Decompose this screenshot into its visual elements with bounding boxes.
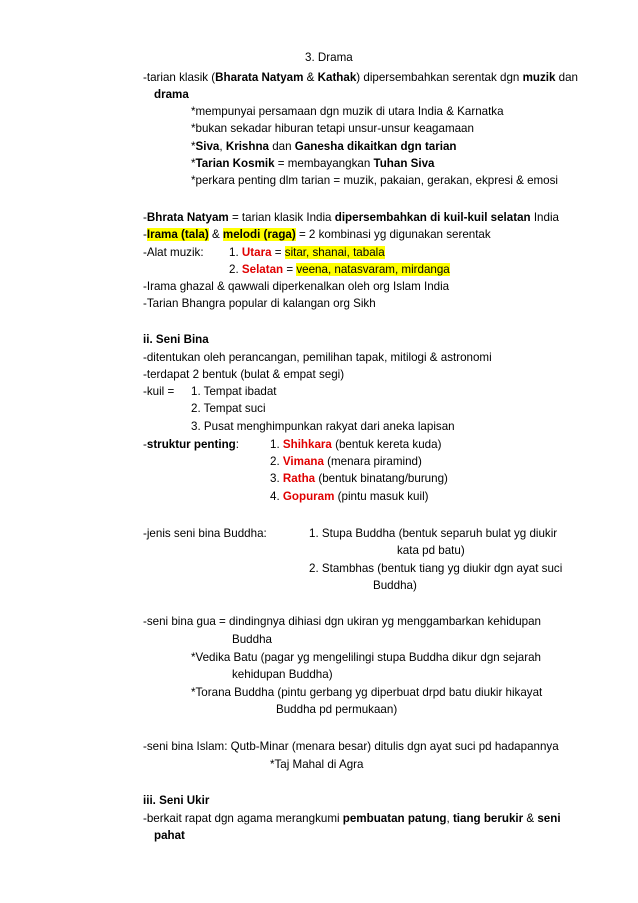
paragraph-line: -Irama (tala) & melodi (raga) = 2 kombinasi yg digunakan serentak	[143, 228, 491, 241]
list-item: 4. Gopuram (pintu masuk kuil)	[270, 490, 429, 503]
paragraph-line: pahat	[154, 829, 185, 842]
paragraph-line: drama	[154, 88, 189, 101]
paragraph-line-cont: Buddha	[232, 633, 272, 646]
section-title-seni-bina: ii. Seni Bina	[143, 333, 209, 346]
kuil-label: -kuil =	[143, 385, 175, 398]
list-item: 2. Stambhas (bentuk tiang yg diukir dgn ayat suci	[309, 562, 563, 575]
paragraph-line: -Irama ghazal & qawwali diperkenalkan oleh org Islam India	[143, 280, 450, 293]
bullet-line: *Torana Buddha (pintu gerbang yg diperbuat drpd batu diukir hikayat	[191, 686, 543, 699]
list-item: 3. Pusat menghimpunkan rakyat dari aneka lapisan	[191, 420, 455, 433]
paragraph-line: -Tarian Bhangra popular di kalangan org Sikh	[143, 297, 376, 310]
section-title-drama: 3. Drama	[305, 51, 353, 64]
list-item-cont: kata pd batu)	[397, 544, 465, 557]
list-item: 1. Stupa Buddha (bentuk separuh bulat yg diukir	[309, 527, 558, 540]
paragraph-line: -terdapat 2 bentuk (bulat & empat segi)	[143, 368, 345, 381]
paragraph-line: -ditentukan oleh perancangan, pemilihan tapak, mitilogi & astronomi	[143, 351, 492, 364]
paragraph-line: -berkait rapat dgn agama merangkumi pembuatan patung, tiang berukir & seni	[143, 812, 561, 825]
bullet-line: *mempunyai persamaan dgn muzik di utara India & Karnatka	[191, 105, 504, 118]
bullet-line: *bukan sekadar hiburan tetapi unsur-unsur keagamaan	[191, 122, 474, 135]
list-item: 1. Shihkara (bentuk kereta kuda)	[270, 438, 442, 451]
paragraph-line: -tarian klasik (Bharata Natyam & Kathak) dipersembahkan serentak dgn muzik dan	[143, 71, 579, 84]
bullet-line: *Siva, Krishna dan Ganesha dikaitkan dgn tarian	[191, 140, 457, 153]
alat-muzik-label: -Alat muzik:	[143, 246, 204, 259]
paragraph-line: -seni bina gua = dindingnya dihiasi dgn ukiran yg menggambarkan kehidupan	[143, 615, 542, 628]
list-item: 2. Vimana (menara piramind)	[270, 455, 422, 468]
paragraph-line: -seni bina Islam: Qutb-Minar (menara besar) ditulis dgn ayat suci pd hadapannya	[143, 740, 559, 753]
paragraph-line: -Bhrata Natyam = tarian klasik India dipersembahkan di kuil-kuil selatan India	[143, 211, 559, 224]
bullet-line: *Vedika Batu (pagar yg mengelilingi stupa Buddha dikur dgn sejarah	[191, 651, 541, 664]
bullet-line: *Tarian Kosmik = membayangkan Tuhan Siva	[191, 157, 435, 170]
bullet-line: *Taj Mahal di Agra	[270, 758, 364, 771]
struktur-label: -struktur penting:	[143, 438, 239, 451]
buddha-label: -jenis seni bina Buddha:	[143, 527, 267, 540]
list-item: 2. Tempat suci	[191, 402, 266, 415]
list-item-cont: Buddha)	[373, 579, 417, 592]
alat-muzik-utara: 1. Utara = sitar, shanai, tabala	[229, 246, 385, 259]
bullet-line-cont: kehidupan Buddha)	[232, 668, 333, 681]
list-item: 1. Tempat ibadat	[191, 385, 277, 398]
list-item: 3. Ratha (bentuk binatang/burung)	[270, 472, 448, 485]
bullet-line-cont: Buddha pd permukaan)	[276, 703, 398, 716]
alat-muzik-selatan: 2. Selatan = veena, natasvaram, mirdanga	[229, 263, 450, 276]
bullet-line: *perkara penting dlm tarian = muzik, pakaian, gerakan, ekpresi & emosi	[191, 174, 559, 187]
section-title-seni-ukir: iii. Seni Ukir	[143, 794, 210, 807]
